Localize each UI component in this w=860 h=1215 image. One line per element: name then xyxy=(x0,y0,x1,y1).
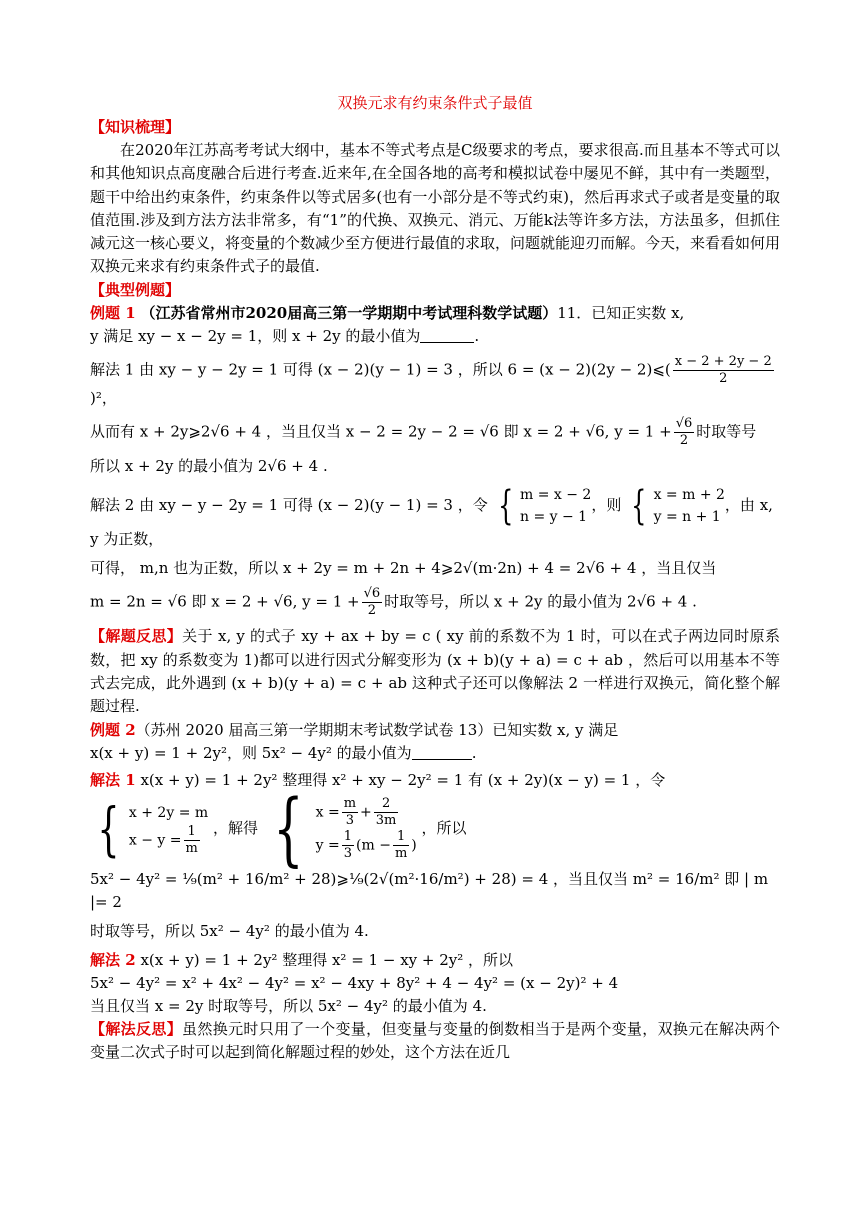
equation-system xyxy=(316,796,417,862)
example2-solution1-inequality: 5x² − 4y² = ¹⁄₉(m² + 16/m² + 28)⩾¹⁄₉(2√(m²·16/m²) + 28) = 4 ，当且仅当 m² = 16/m² 即 | m |= 2 xyxy=(90,870,769,912)
example1-solution2-line2: 可得， m,n 也为正数，所以 x + 2y = m + 2n + 4⩾2√(m·2n) + 4 = 2√6 + 4 ，当且仅当 xyxy=(90,559,717,578)
fraction-numerator: √6 xyxy=(675,416,693,432)
fraction xyxy=(374,796,399,829)
answer-blank xyxy=(420,328,474,343)
fraction-denominator: 2 xyxy=(719,371,728,387)
fraction xyxy=(674,416,695,449)
example1-solution2-line3 xyxy=(90,586,780,619)
fraction-numerator: 1 xyxy=(184,824,200,841)
example1-stem-a: 11．已知正实数 x, xyxy=(557,303,685,322)
reflection2 xyxy=(90,1018,780,1065)
left-brace: { xyxy=(97,795,120,864)
reflection2-label: 【解法反思】 xyxy=(90,1020,183,1039)
solution2-text-c: ，由 x, y 为正数， xyxy=(90,496,773,549)
example2-solution2-text: x(x + y) = 1 + 2y² 整理得 x² = 1 − xy + 2y² ，所以 xyxy=(140,951,514,970)
example2-stem-text: （苏州 2020 届高三第一学期期末考试数学试卷 13）已知实数 x, y 满足 xyxy=(135,720,619,739)
document-page xyxy=(90,92,780,1065)
fraction-denominator: 3m xyxy=(375,813,397,829)
fraction xyxy=(184,824,200,857)
plus-sign: + xyxy=(360,804,372,821)
left-brace: { xyxy=(497,483,513,530)
solution2-line3-a: m = 2n = √6 即 x = 2 + √6, y = 1 + xyxy=(90,592,360,611)
left-brace: { xyxy=(631,483,647,530)
example1-stem-b: y 满足 xy − x − 2y = 1，则 x + 2y 的最小值为 xyxy=(90,327,421,346)
example2-solution1-text: x(x + y) = 1 + 2y² 整理得 x² + xy − 2y² = 1 有 (x + 2y)(x − y) = 1 ，令 xyxy=(140,771,666,790)
example2-stem-end: . xyxy=(471,743,477,762)
fraction-numerator: 2 xyxy=(374,796,399,813)
system-line: y = n + 1 xyxy=(653,509,721,526)
solution-label: 解法 2 xyxy=(90,951,136,970)
example1-solution1-line2 xyxy=(90,416,780,449)
section-heading-knowledge: 【知识梳理】 xyxy=(90,118,181,136)
reflection1-text: 关于 x, y 的式子 xy + ax + by = c ( xy 前的系数不为 1 时，可以在式子两边同时原系数，把 xy 的系数变为 1)都可以进行因式分解变形为 (x + b)(y + a) = c + ab ，然后可以用基本不等式去完成，此外遇到 (x + b)(y + a) = c + ab 这种式子还可以像解法 2 一样进行双换元，简化整个解题过程. xyxy=(90,627,780,716)
answer-blank xyxy=(412,745,472,760)
solution-label: 解法 1 xyxy=(90,360,135,379)
fraction-numerator: m xyxy=(343,796,357,812)
fraction xyxy=(393,829,409,862)
example1-stem-end: . xyxy=(474,327,480,346)
example1-label: 例题 1 xyxy=(90,303,136,322)
system-line: x + 2y = m xyxy=(128,804,209,821)
system-line: ) xyxy=(411,837,417,854)
intro-paragraph: 在2020年江苏高考考试大纲中，基本不等式考点是C级要求的考点，要求很高.而且基本不等式可以和其他知识点高度融合后进行考查.近来年,在全国各地的高考和模拟试卷中屡见不鲜，其中有一类题型，题干中给出约束条件，约束条件以等式居多(也有一小部分是不等式约束)，然后再求式子或者是变量的取值范围.涉及到方法方法非常多，有“1”的代换、双换元、消元、万能k法等许多方法，方法虽多，但抓住减元这一核心要义，将变量的个数减少至方便进行最值的求取，问题就能迎刃而解。今天，来看看如何用双换元来求有约束条件式子的最值. xyxy=(90,141,781,276)
page-title: 双换元求有约束条件式子最值 xyxy=(337,94,533,112)
fraction-numerator: √6 xyxy=(363,586,381,602)
left-brace: { xyxy=(272,782,304,876)
system-line: m = x − 2 xyxy=(519,487,592,504)
reflection1 xyxy=(90,625,780,718)
section-heading-examples: 【典型例题】 xyxy=(90,280,181,299)
system-line: x = xyxy=(315,804,340,821)
example2-solution2-line3: 当且仅当 x = 2y 时取等号，所以 5x² − 4y² 的最小值为 4. xyxy=(90,997,487,1016)
solution2-line3-b: 时取等号，所以 x + 2y 的最小值为 2√6 + 4 . xyxy=(384,592,697,611)
fraction-denominator: 2 xyxy=(367,603,377,619)
equation-system xyxy=(520,484,591,528)
example2-stem-text2: x(x + y) = 1 + 2y²，则 5x² − 4y² 的最小值为 xyxy=(90,743,412,762)
solution1-text-b: )²， xyxy=(90,389,117,408)
system-line: y = xyxy=(315,837,340,854)
solution2-text-b: ，则 xyxy=(591,496,622,515)
example1-solution2-line1 xyxy=(90,484,780,551)
fraction xyxy=(673,354,774,387)
fraction xyxy=(342,796,358,829)
example1-stem xyxy=(90,302,780,349)
example2-solution2-line1 xyxy=(90,949,780,972)
solution2-text-a: 由 xy − y − 2y = 1 可得 (x − 2)(y − 1) = 3 ，令 xyxy=(139,496,488,515)
fraction-denominator: 3 xyxy=(343,846,353,862)
example1-source: （江苏省常州市2020届高三第一学期期中考试理科数学试题） xyxy=(140,303,558,322)
equation-system xyxy=(129,802,208,857)
solution-label: 解法 2 xyxy=(90,496,135,515)
system-line: n = y − 1 xyxy=(519,509,588,526)
example2-solution2-line2: 5x² − 4y² = x² + 4x² − 4y² = x² − 4xy + 8y² + 4 − 4y² = (x − 2y)² + 4 xyxy=(90,974,619,993)
fraction-numerator: 1 xyxy=(393,829,409,846)
example2-solution1-mid: ，解得 xyxy=(212,819,258,838)
example2-stem xyxy=(90,719,780,766)
system-line: x = m + 2 xyxy=(653,487,725,504)
system-line: (m − xyxy=(356,837,391,854)
solution-label: 解法 1 xyxy=(90,771,136,790)
example1-solution1-line3: 所以 x + 2y 的最小值为 2√6 + 4 . xyxy=(90,457,328,476)
equation-system xyxy=(654,484,725,528)
fraction xyxy=(342,829,354,862)
example2-label: 例题 2 xyxy=(90,720,136,739)
reflection1-label: 【解题反思】 xyxy=(90,627,183,646)
fraction-denominator: 2 xyxy=(679,433,689,449)
example1-solution1-line1 xyxy=(90,354,780,410)
example2-solution1-line1 xyxy=(90,769,780,792)
fraction-numerator: 1 xyxy=(343,829,353,845)
solution1-line2-a: 从而有 x + 2y⩾2√6 + 4 ，当且仅当 x − 2 = 2y − 2 = √6 即 x = 2 + √6, y = 1 + xyxy=(90,422,672,441)
system-line: x − y = xyxy=(128,832,182,849)
fraction-denominator: m xyxy=(185,840,198,856)
solution1-text-a: 由 xy − y − 2y = 1 可得 (x − 2)(y − 1) = 3 ，所以 6 = (x − 2)(2y − 2)⩽( xyxy=(139,360,671,379)
fraction xyxy=(362,586,383,619)
fraction-denominator: m xyxy=(394,846,408,862)
fraction-denominator: 3 xyxy=(345,813,355,829)
solution1-line2-b: 时取等号 xyxy=(696,422,757,441)
fraction-numerator: x − 2 + 2y − 2 xyxy=(674,354,772,370)
reflection2-text: 虽然换元时只用了一个变量，但变量与变量的倒数相当于是两个变量，双换元在解决两个变量二次式子时可以起到简化解题过程的妙处，这个方法在近几 xyxy=(90,1020,780,1062)
example2-solution1-conclusion: 时取等号，所以 5x² − 4y² 的最小值为 4. xyxy=(90,922,369,941)
example2-solution1-systems xyxy=(90,782,780,876)
example2-solution1-end: ，所以 xyxy=(421,819,467,838)
